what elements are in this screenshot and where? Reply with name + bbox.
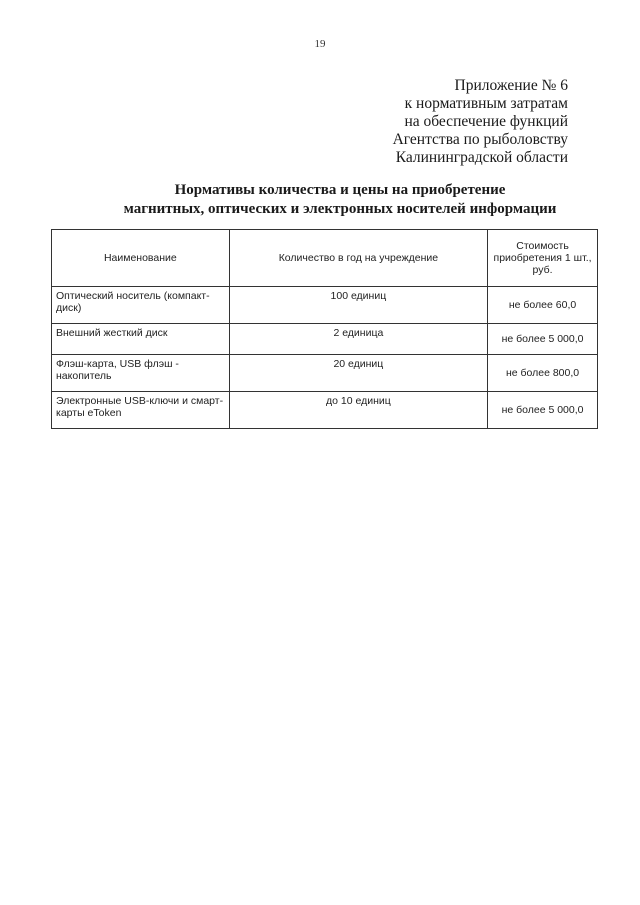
cell-price: не более 60,0 (488, 287, 598, 324)
header-name: Наименование (52, 230, 230, 287)
table-row (52, 287, 598, 324)
appendix-line: Калининградской области (395, 149, 568, 166)
appendix-line: Приложение № 6 (454, 77, 568, 94)
cell-quantity: до 10 единиц (229, 392, 487, 429)
table-row (52, 324, 598, 355)
cell-quantity: 2 единица (229, 324, 487, 355)
table-row (52, 392, 598, 429)
cell-name: Флэш-карта, USB флэш - накопитель (52, 355, 230, 392)
appendix-line: на обеспечение функций (404, 113, 568, 130)
cell-price: не более 5 000,0 (488, 392, 598, 429)
cell-name: Внешний жесткий диск (52, 324, 230, 355)
norms-table (51, 229, 598, 429)
appendix-line: к нормативным затратам (404, 95, 568, 112)
document-title (40, 181, 640, 219)
cell-price: не более 800,0 (488, 355, 598, 392)
table-header-row (52, 230, 598, 287)
table-row (52, 355, 598, 392)
title-line: магнитных, оптических и электронных носителей информации (123, 201, 557, 217)
header-price: Стоимость приобретения 1 шт., руб. (488, 230, 598, 287)
header-quantity: Количество в год на учреждение (229, 230, 487, 287)
cell-price: не более 5 000,0 (488, 324, 598, 355)
title-line: Нормативы количества и цены на приобретение (174, 182, 506, 198)
cell-name: Электронные USB-ключи и смарт-карты eToken (52, 392, 230, 429)
cell-quantity: 100 единиц (229, 287, 487, 324)
cell-quantity: 20 единиц (229, 355, 487, 392)
appendix-reference (308, 77, 568, 167)
page-number: 19 (314, 38, 326, 50)
cell-name: Оптический носитель (компакт-диск) (52, 287, 230, 324)
appendix-line: Агентства по рыболовству (392, 131, 568, 148)
